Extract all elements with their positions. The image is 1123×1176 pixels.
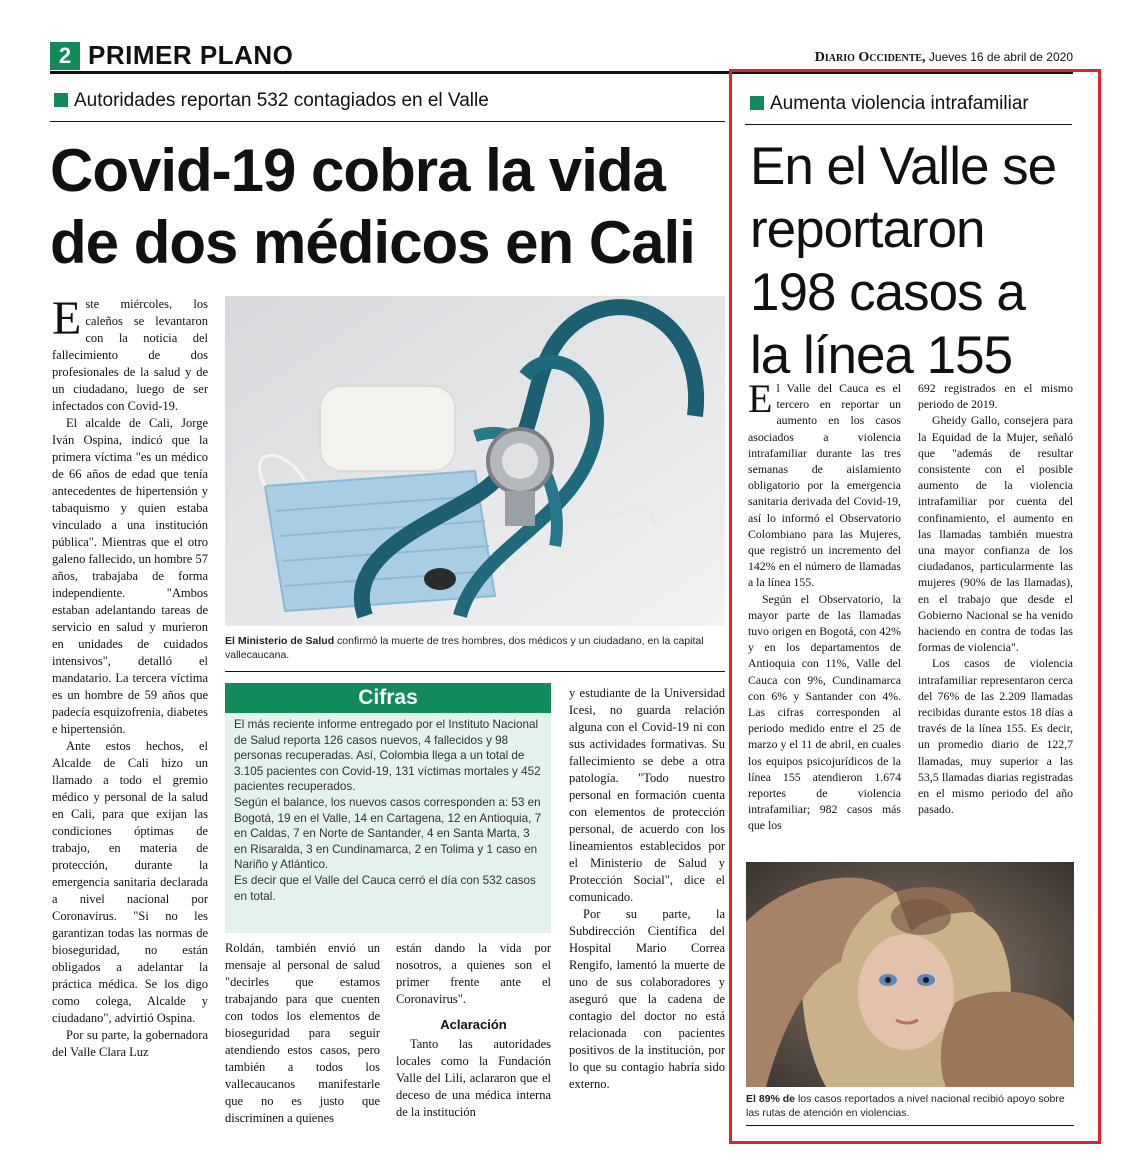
left-photo-caption <box>225 634 725 662</box>
right-headline <box>750 135 1080 387</box>
stethoscope-illustration <box>225 296 725 626</box>
cifras-para2: Según el balance, los nuevos casos corresponden a: 53 en Bogotá, 19 en el Valle, 14 en Cartagena, 12 en Antioquia, 7 en Caldas, 7 en Norte de Santander, 4 en Santa Marta, 3 en Risaralda, 3 en Cundinamarca, 2 en Tolima y 1 caso en Nariño y Atlántico. <box>234 795 542 872</box>
left-col1-para1-text: ste miércoles, los caleños se levantaron con la noticia del fallecimiento de dos profesionales de la salud y de un ciudadano, luego de ser infectados con Covid-19. <box>52 297 208 413</box>
right-col2-para1: 692 registrados en el mismo periodo de 2019. <box>918 381 1073 412</box>
left-headline-line2: de dos médicos en Cali <box>50 209 695 276</box>
left-col4-para2: Por su parte, la Subdirección Científica del Hospital Mario Correa Rengifo, lamentó la muerte de uno de sus colaboradores y aseguró que la cadena de contagio del doctor no está relacionada con pacientes positivos de la institución, por lo que su contagio habría sido externo. <box>569 907 725 1091</box>
right-column-2 <box>918 380 1073 817</box>
doll-photo <box>746 862 1074 1087</box>
left-kicker-text: Autoridades reportan 532 contagiados en el Valle <box>74 90 489 111</box>
aclaracion-text: Tanto las autoridades locales como la Fundación Valle del Lili, aclararon que el deceso de una médica interna de la institución <box>396 1037 551 1119</box>
left-kicker-rule <box>50 121 725 122</box>
paper-name: Diario Occidente, <box>814 50 926 65</box>
page-number: 2 <box>50 42 80 70</box>
right-col1-para2: Según el Observatorio, la mayor parte de las llamadas tuvo origen en Bogotá, con 42% y en los departamentos de Antioquia con 11%, Valle del Cauca con 9%, Cundinamarca con 6% y Santander con 4%. Las cifras corresponden al periodo medido entre el 25 de marzo y el 11 de abril, en cuales los equipos psicojurídicos de la línea 155 atendieron 1.674 reportes de violencia intrafamiliar; 982 casos más que los <box>748 591 901 833</box>
right-dropcap: E <box>748 376 773 421</box>
right-col1-para1 <box>748 376 901 591</box>
left-headline <box>50 135 730 279</box>
left-col1-para3: Ante estos hechos, el Alcalde de Cali hizo un llamado a todo el gremio médico y personal de la salud en Cali, para que exijan las condiciones óptimas de trabajo, en materia de protección, durante la emergencia sanitaria declarada a nivel nacional por Coronavirus. "Si no les garantizan todas las normas de bioseguridad, no están obligados a adelantar la práctica médica. Se los digo como colega, Alcalde y ciudadano", advirtió Ospina. <box>52 739 208 1025</box>
right-kicker-text: Aumenta violencia intrafamiliar <box>770 93 1029 114</box>
left-col4-para1: y estudiante de la Universidad Icesi, no guarda relación alguna con el Covid-19 ni con sus actividades formativas. Su fallecimiento se debe a otra patología. "Todo nuestro personal en formación cuenta con elementos de protección personal, de acuerdo con los lineamientos establecidos por el Ministerio de Salud y Protección Social", dice el comunicado. <box>569 686 725 904</box>
right-headline-line2: reportaron <box>750 200 985 259</box>
left-col1-para1 <box>52 292 208 415</box>
left-column-3 <box>396 940 551 1121</box>
right-headline-line1: En el Valle se <box>750 137 1057 196</box>
left-col2-text: Roldán, también envió un mensaje al personal de salud "decirles que estamos trabajando para que cuenten con todos los elementos de bioseguridad para seguir atendiendo estos casos, pero también a todos los vallecaucanos manifestarle que no es justo que discriminen a quienes <box>225 941 380 1125</box>
kicker-square-icon <box>750 96 764 110</box>
caption-rule <box>225 671 725 672</box>
left-col1-para4: Por su parte, la gobernadora del Valle Clara Luz <box>52 1028 208 1059</box>
right-caption-bold: El 89% de <box>746 1093 796 1105</box>
cifras-para1: El más reciente informe entregado por el Instituto Nacional de Salud reporta 126 casos nuevos, 4 fallecidos y 98 personas recuperadas. Así, Colombia llega a un total de 3.105 pacientes con Covid-19, 131 víctimas mortales y 452 pacientes recuperados. <box>234 718 541 794</box>
left-column-2 <box>225 940 380 1127</box>
cifras-title: Cifras <box>225 683 551 713</box>
left-caption-bold: El Ministerio de Salud <box>225 635 335 647</box>
right-kicker-rule <box>745 124 1072 125</box>
right-col1-para1-text: l Valle del Cauca es el tercero en reportar un aumento en los casos asociados a violencia intrafamiliar durante las tres semanas de aislamiento obligatorio por la emergencia sanitaria derivada del Covid-19, así lo informó el Observatorio Colombiano para las Mujeres, que registró un incremento del 142% en el número de llamadas a la línea 155. <box>748 381 901 590</box>
right-col2-para2: Gheidy Gallo, consejera para la Equidad de la Mujer, señaló que "además de resultar consistente con el posible aumento de la violencia intrafamiliar por cuenta del confinamiento, el aumento en las llamadas también muestra una mayor confianza de los ciudadanos, particularmente las mujeres (90% de las llamadas), en el trabajo que desde el Gobierno Nacional se ha venido haciendo en contra de todas las formas de violencia". <box>918 413 1073 655</box>
kicker-square-icon <box>54 93 68 107</box>
cifras-box <box>225 713 551 933</box>
left-kicker <box>54 90 489 112</box>
left-col1-para2: El alcalde de Cali, Jorge Iván Ospina, indicó que la primera víctima "es un médico de 66 años de edad que tenía antecedentes de hipertensión y tabaquismo y quien estaba vinculado a una institución pública". Mientras que el otro galeno fallecido, un hombre 57 años, trabajaba de forma independiente. "Ambos estaban adelantando tareas de servicio en salud y murieron en unidades de cuidados intensivos", detalló el mandatario. La tercera víctima es un hombre de 59 años que padecía esquizofrenia, diabetes e hipertensión. <box>52 416 208 736</box>
right-kicker <box>750 93 1029 115</box>
cifras-para3: Es decir que el Valle del Cauca cerró el día con 532 casos en total. <box>234 873 536 903</box>
dropcap: E <box>52 292 82 345</box>
right-headline-line4: la línea 155 <box>750 326 1013 385</box>
right-col2-para3: Los casos de violencia intrafamiliar representaron cerca del 76% de las 2.209 llamadas recibidas durante estos 18 días a través de la línea 155. Es decir, un promedio diario de 122,7 llamadas, muy superior a las 53,5 llamadas diarias registradas en el mismo periodo del año pasado. <box>918 656 1073 817</box>
doll-illustration <box>746 862 1074 1087</box>
masthead <box>815 50 1073 66</box>
aclaracion-subhead: Aclaración <box>440 1017 507 1032</box>
left-column-4 <box>569 685 725 1093</box>
right-headline-line3: 198 casos a <box>750 263 1025 322</box>
section-title: PRIMER PLANO <box>88 40 294 70</box>
right-photo-caption <box>746 1092 1076 1120</box>
right-caption-text: los casos reportados a nivel nacional recibió apoyo sobre las rutas de atención en violencias. <box>746 1093 1065 1119</box>
stethoscope-photo <box>225 296 725 626</box>
left-caption-text: confirmó la muerte de tres hombres, dos médicos y un ciudadano, en la capital vallecaucana. <box>225 635 704 661</box>
right-column-1 <box>748 376 901 834</box>
left-headline-line1: Covid-19 cobra la vida <box>50 137 665 204</box>
left-col3-text: están dando la vida por nosotros, a quienes son el primer frente ante el Coronavirus". <box>396 941 551 1006</box>
right-bottom-rule <box>746 1125 1074 1126</box>
issue-date: Jueves 16 de abril de 2020 <box>928 50 1073 64</box>
left-column-1 <box>52 292 208 1061</box>
